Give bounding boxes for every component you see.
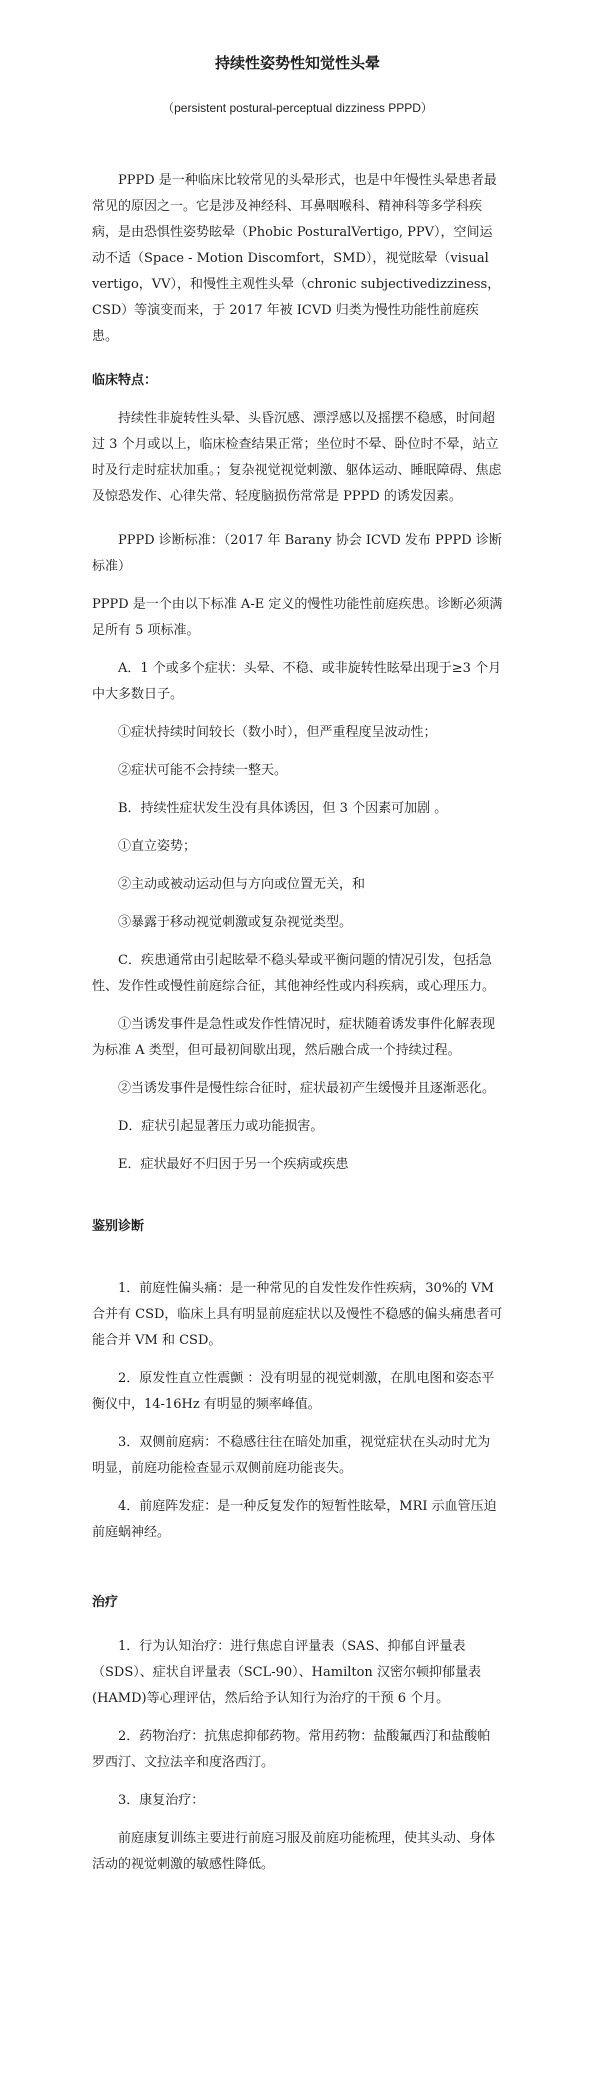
treatment-item: 3．康复治疗：: [118, 1793, 205, 1808]
treatment-heading: 治疗: [92, 1595, 119, 1610]
differential-item: 2．原发性直立性震颤 ：没有明显的视觉刺激，在肌电图和姿态平衡仪中，14-16Hz 有明显的频率峰值。: [92, 1371, 495, 1412]
criterion-a-2: ②症状可能不会持续一整天。: [118, 763, 288, 778]
differential-item: 3．双侧前庭病：不稳感往往在暗处加重，视觉症状在头动时尤为明显，前庭功能检查显示双侧前庭功能丧失。: [92, 1435, 491, 1476]
treatment-rehab-paragraph: 前庭康复训练主要进行前庭习服及前庭功能梳理，使其头动、身体活动的视觉刺激的敏感性降低。: [92, 1831, 496, 1872]
clinical-paragraph: 持续性非旋转性头晕、头昏沉感、漂浮感以及摇摆不稳感，时间超过 3 个月或以上，临床检查结果正常；坐位时不晕、卧位时不晕，站立时及行走时症状加重。；复杂视觉视觉刺激、躯体运动、睡眠障碍、焦虑及惊恐发作、心律失常、轻度脑损伤常常是 PPPD 的诱发因素。: [92, 411, 502, 504]
criterion-b: B．持续性症状发生没有具体诱因，但 3 个因素可加剧 。: [118, 801, 448, 816]
differential-item: 1．前庭性偏头痛：是一种常见的自发性发作性疾病，30%的 VM 合并有 CSD，临床上具有明显前庭症状以及慢性不稳感的偏头痛患者可能合并 VM 和 CSD。: [92, 1281, 503, 1348]
criterion-a-1: ①症状持续时间较长（数小时），但严重程度呈波动性；: [118, 725, 437, 740]
criterion-b-1: ①直立姿势；: [118, 839, 197, 854]
differential-item: 4．前庭阵发症：是一种反复发作的短暂性眩晕，MRI 示血管压迫前庭蜗神经。: [92, 1499, 497, 1540]
document-subtitle: （persistent postural-perceptual dizziness PPPD）: [162, 101, 433, 115]
differential-heading: 鉴别诊断: [92, 1219, 145, 1234]
criterion-e: E．症状最好不归因于另一个疾病或疾患: [118, 1157, 349, 1172]
criterion-d: D．症状引起显著压力或功能损害。: [118, 1119, 324, 1134]
criteria-intro: PPPD 是一个由以下标准 A-E 定义的慢性功能性前庭疾患。诊断必须满足所有 5 项标准。: [92, 597, 503, 638]
criterion-c-2: ②当诱发事件是慢性综合征时，症状最初产生缓慢并且逐渐恶化。: [118, 1081, 496, 1096]
criterion-c-1: ①当诱发事件是急性或发作性情况时，症状随着诱发事件化解表现为标准 A 类型，但可最初间歇出现，然后融合成一个持续过程。: [92, 1017, 496, 1058]
criterion-a: A．1 个或多个症状：头晕、不稳、或非旋转性眩晕出现于≥3 个月中大多数日子。: [92, 661, 502, 702]
clinical-heading: 临床特点：: [92, 373, 158, 388]
intro-paragraph: PPPD 是一种临床比较常见的头晕形式，也是中年慢性头晕患者最常见的原因之一。它是涉及神经科、耳鼻咽喉科、精神科等多学科疾病，是由恐惧性姿势眩晕（Phobic PosturalVertigo, PPV），空间运动不适（Space - Motion Discomfort，SMD），视觉眩晕（visual vertigo，VV），和慢性主观性头晕（chronic subjectivedizziness，CSD）等演变而来，于 2017 年被 ICVD 归类为慢性功能性前庭疾患。: [92, 173, 501, 344]
criterion-c: C．疾患通常由引起眩晕不稳头晕或平衡问题的情况引发，包括急性、发作性或慢性前庭综合征，其他神经性或内科疾病，或心理压力。: [92, 953, 496, 994]
criteria-header: PPPD 诊断标准：（2017 年 Barany 协会 ICVD 发布 PPPD 诊断标准）: [92, 533, 502, 574]
criterion-b-2: ②主动或被动运动但与方向或位置无关，和: [118, 877, 366, 892]
treatment-item: 2．药物治疗：抗焦虑抑郁药物。常用药物：盐酸氟西汀和盐酸帕罗西汀、文拉法辛和度洛西汀。: [92, 1729, 491, 1770]
document-title: 持续性姿势性知觉性头晕: [214, 54, 380, 72]
treatment-item: 1．行为认知治疗：进行焦虑自评量表（SAS、抑郁自评量表（SDS）、症状自评量表（SCL-90）、Hamilton 汉密尔顿抑郁量表(HAMD)等心理评估，然后给予认知行为治疗的干预 6 个月。: [92, 1639, 481, 1706]
criterion-b-3: ③暴露于移动视觉刺激或复杂视觉类型。: [118, 915, 353, 930]
